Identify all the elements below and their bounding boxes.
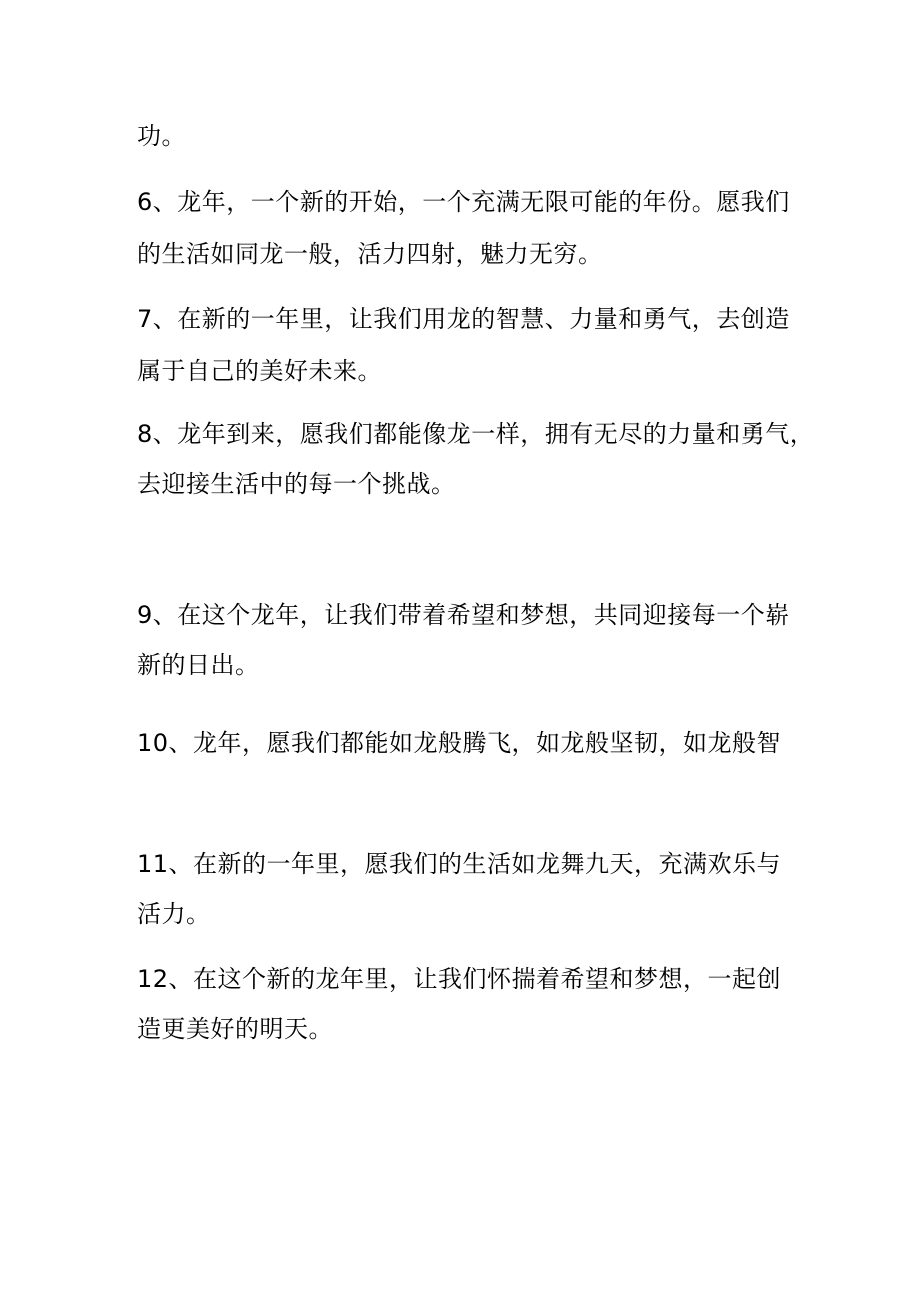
text-line: 12、在这个新的龙年里，让我们怀揣着希望和梦想，一起创 — [137, 965, 782, 993]
text-line: 9、在这个龙年，让我们带着希望和梦想，共同迎接每一个崭 — [137, 601, 790, 629]
text-line: 7、在新的一年里，让我们用龙的智慧、力量和勇气，去创造 — [137, 305, 790, 333]
text-line: 造更美好的明天。 — [137, 1015, 333, 1043]
text-line: 11、在新的一年里，愿我们的生活如龙舞九天，充满欢乐与 — [137, 850, 782, 878]
text-line: 新的日出。 — [137, 651, 260, 679]
text-line: 8、龙年到来，愿我们都能像龙一样，拥有无尽的力量和勇气， — [137, 420, 815, 448]
text-line: 去迎接生活中的每一个挑战。 — [137, 470, 456, 498]
text-line: 功。 — [137, 122, 186, 150]
text-line: 6、龙年，一个新的开始，一个充满无限可能的年份。愿我们 — [137, 188, 790, 216]
text-line: 的生活如同龙一般，活力四射，魅力无穷。 — [137, 240, 603, 268]
text-line: 活力。 — [137, 900, 211, 928]
text-line: 10、龙年，愿我们都能如龙般腾飞，如龙般坚韧，如龙般智 — [137, 729, 782, 757]
text-line: 属于自己的美好未来。 — [137, 357, 382, 385]
